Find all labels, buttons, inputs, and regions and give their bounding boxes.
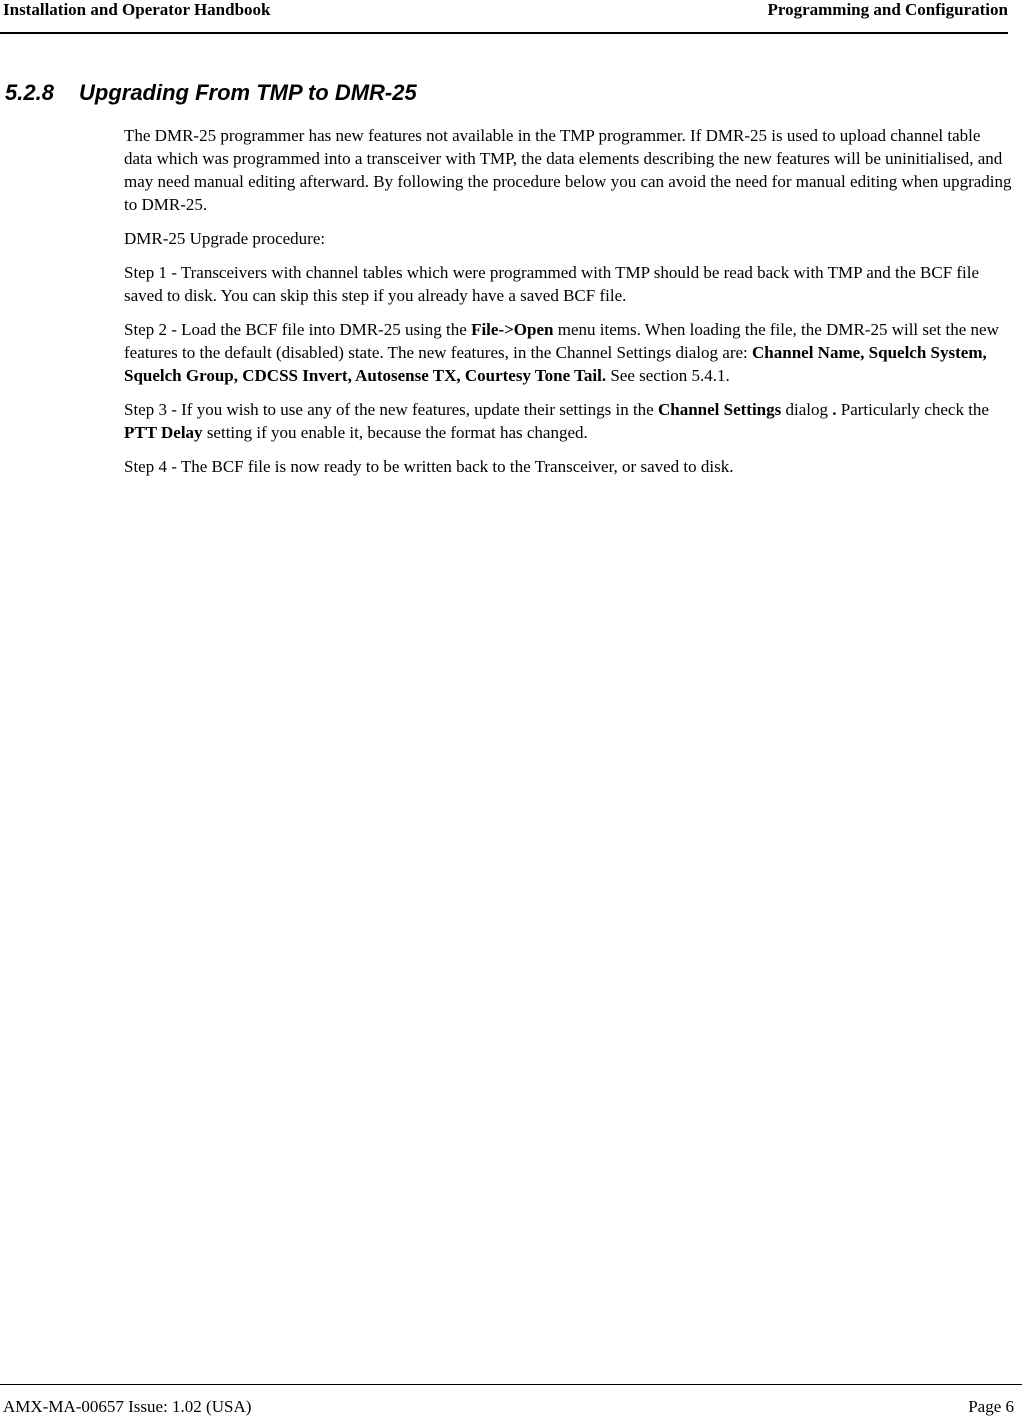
header-left-title: Installation and Operator Handbook <box>3 0 271 19</box>
step-3 <box>124 398 1012 444</box>
step-3-dialog-name: Channel Settings <box>657 400 782 419</box>
step-3-text: dialog <box>781 400 833 419</box>
step-3-text: Step 3 - If you wish to use any of the new features, update their settings in the <box>124 400 658 419</box>
procedure-heading: DMR-25 Upgrade procedure: <box>124 229 326 248</box>
step-2-text: menu items. When loading the file, the DMR-25 will set the new features to the default (disabled) state. The new features, in the Channel Settings dialog are: <box>124 320 999 362</box>
step-2-menu-item: File->Open <box>471 320 554 339</box>
step-2 <box>124 318 1012 387</box>
header-right-title: Programming and Configuration <box>767 0 1008 19</box>
step-3-bold-period: . <box>832 400 837 419</box>
step-4: Step 4 - The BCF file is now ready to be written back to the Transceiver, or saved to disk. <box>124 457 734 476</box>
step-2-text: See section 5.4.1. <box>606 366 730 385</box>
page-header <box>0 0 1008 34</box>
step-3-text: Particularly check the <box>836 400 989 419</box>
page-footer <box>0 1384 1022 1418</box>
step-3-setting-name: PTT Delay <box>124 423 203 442</box>
document-id: AMX-MA-00657 Issue: 1.02 (USA) <box>3 1397 252 1416</box>
intro-paragraph: The DMR-25 programmer has new features not available in the TMP programmer. If DMR-25 is used to upload channel table data which was programmed into a transceiver with TMP, the data elements describing the new features will be uninitialised, and may need manual editing afterward. By following the procedure below you can avoid the need for manual editing when upgrading to DMR-25. <box>124 126 1012 214</box>
step-1: Step 1 - Transceivers with channel tables which were programmed with TMP should be read back with TMP and the BCF file saved to disk. You can skip this step if you already have a saved BCF file. <box>124 263 980 305</box>
step-2-feature-list: Channel Name, Squelch System, Squelch Group, CDCSS Invert, Autosense TX, Courtesy Tone Tail. <box>124 343 987 385</box>
page-number: Page 6 <box>968 1397 1014 1416</box>
section-number: 5.2.8 <box>5 80 54 105</box>
section-heading <box>5 80 417 106</box>
body-content <box>124 124 1012 489</box>
section-title: Upgrading From TMP to DMR-25 <box>79 80 417 105</box>
step-3-text: setting if you enable it, because the format has changed. <box>202 423 588 442</box>
step-2-text: Step 2 - Load the BCF file into DMR-25 using the <box>124 320 472 339</box>
